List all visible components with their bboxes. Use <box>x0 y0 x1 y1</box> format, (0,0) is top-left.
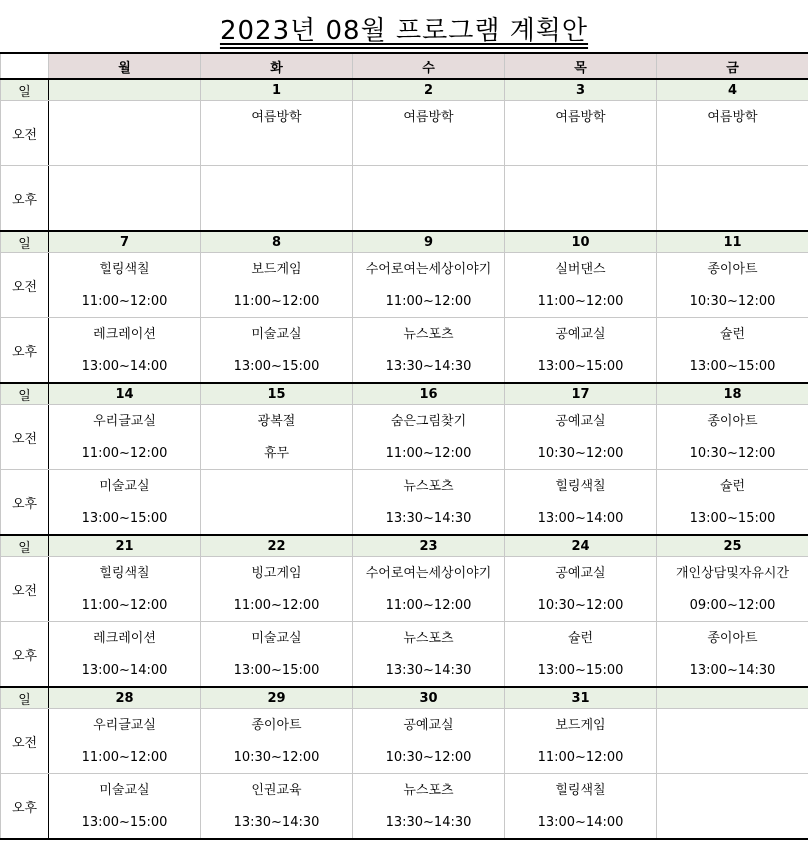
am-row-label: 오전 <box>1 405 49 470</box>
day-row-label: 일 <box>1 687 49 709</box>
activity-time: 13:00~15:00 <box>81 815 168 830</box>
activity-name: 수어로여는세상이야기 <box>365 566 492 581</box>
date-cell: 24 <box>505 535 657 557</box>
program-cell <box>353 557 505 622</box>
weekday-header: 금 <box>657 53 808 79</box>
activity-time: 11:00~12:00 <box>233 598 320 613</box>
activity-name: 종이아트 <box>707 262 758 277</box>
activity-name: 힐링색칠 <box>555 479 606 494</box>
pm-row-label: 오후 <box>1 318 49 384</box>
program-cell <box>505 709 657 774</box>
activity-name: 여름방학 <box>251 110 302 125</box>
date-cell: 3 <box>505 79 657 101</box>
activity-name: 인권교육 <box>251 783 302 798</box>
activity-time <box>201 510 352 528</box>
activity-time <box>657 206 808 224</box>
program-cell <box>201 470 353 536</box>
activity-name: 공예교실 <box>555 566 606 581</box>
activity-time: 휴무 <box>263 446 290 461</box>
program-cell <box>201 318 353 384</box>
activity-name: 빙고게임 <box>251 566 302 581</box>
am-row-label: 오전 <box>1 101 49 166</box>
date-cell: 31 <box>505 687 657 709</box>
program-cell <box>49 622 201 688</box>
pm-row <box>1 622 808 688</box>
pm-row-label: 오후 <box>1 470 49 536</box>
date-row <box>1 231 808 253</box>
program-cell <box>505 318 657 384</box>
program-cell <box>353 318 505 384</box>
activity-name: 슐런 <box>567 631 594 646</box>
activity-time <box>505 206 656 224</box>
program-cell <box>49 101 201 166</box>
date-cell: 9 <box>353 231 505 253</box>
activity-time: 13:00~14:00 <box>537 815 624 830</box>
date-cell: 25 <box>657 535 808 557</box>
activity-time <box>657 749 808 767</box>
activity-time: 09:00~12:00 <box>689 598 776 613</box>
weekday-header: 월 <box>49 53 201 79</box>
am-row <box>1 253 808 318</box>
activity-name <box>353 174 504 192</box>
activity-name: 우리글교실 <box>93 414 156 429</box>
activity-name: 레크레이션 <box>93 631 156 646</box>
activity-name: 미술교실 <box>99 783 150 798</box>
activity-time: 13:00~15:00 <box>689 511 776 526</box>
program-cell <box>657 709 808 774</box>
activity-name: 공예교실 <box>403 718 454 733</box>
activity-name: 보드게임 <box>251 262 302 277</box>
activity-time <box>49 141 200 159</box>
program-cell <box>505 253 657 318</box>
date-cell: 29 <box>201 687 353 709</box>
activity-name: 종이아트 <box>251 718 302 733</box>
program-cell <box>353 101 505 166</box>
pm-row <box>1 470 808 536</box>
activity-name: 뉴스포츠 <box>403 631 454 646</box>
pm-row-label: 오후 <box>1 774 49 840</box>
activity-time: 13:30~14:30 <box>385 359 472 374</box>
activity-time: 13:30~14:30 <box>385 663 472 678</box>
page-title: 2023년 08월 프로그램 계획안 <box>219 16 589 46</box>
program-cell <box>505 774 657 840</box>
activity-name: 여름방학 <box>403 110 454 125</box>
day-row-label: 일 <box>1 79 49 101</box>
activity-time: 13:00~15:00 <box>537 663 624 678</box>
program-cell <box>353 774 505 840</box>
weekday-header: 수 <box>353 53 505 79</box>
pm-row-label: 오후 <box>1 166 49 232</box>
activity-name: 종이아트 <box>707 414 758 429</box>
activity-name: 여름방학 <box>555 110 606 125</box>
activity-name: 슐런 <box>719 479 746 494</box>
date-cell: 4 <box>657 79 808 101</box>
program-cell <box>353 253 505 318</box>
activity-time: 11:00~12:00 <box>81 598 168 613</box>
activity-time: 11:00~12:00 <box>385 446 472 461</box>
activity-time: 11:00~12:00 <box>385 294 472 309</box>
activity-name: 힐링색칠 <box>99 566 150 581</box>
activity-time: 13:30~14:30 <box>385 815 472 830</box>
program-cell <box>201 253 353 318</box>
activity-time: 13:00~14:30 <box>689 663 776 678</box>
pm-row <box>1 318 808 384</box>
program-cell <box>353 166 505 232</box>
activity-time: 13:00~15:00 <box>689 359 776 374</box>
date-cell: 21 <box>49 535 201 557</box>
program-cell <box>201 405 353 470</box>
activity-time: 11:00~12:00 <box>385 598 472 613</box>
activity-time <box>49 206 200 224</box>
program-cell <box>657 557 808 622</box>
activity-time: 13:00~15:00 <box>537 359 624 374</box>
am-row <box>1 709 808 774</box>
program-cell <box>49 166 201 232</box>
activity-name: 여름방학 <box>707 110 758 125</box>
program-cell <box>201 709 353 774</box>
activity-name <box>657 782 808 800</box>
program-cell <box>49 709 201 774</box>
program-cell <box>49 774 201 840</box>
date-row <box>1 79 808 101</box>
program-cell <box>505 557 657 622</box>
program-cell <box>201 774 353 840</box>
program-cell <box>657 318 808 384</box>
activity-time: 13:00~14:00 <box>537 511 624 526</box>
activity-name <box>201 174 352 192</box>
date-cell: 30 <box>353 687 505 709</box>
program-cell <box>353 405 505 470</box>
program-cell <box>657 101 808 166</box>
date-cell: 28 <box>49 687 201 709</box>
activity-name: 미술교실 <box>99 479 150 494</box>
activity-time <box>353 206 504 224</box>
date-cell: 8 <box>201 231 353 253</box>
program-cell <box>505 166 657 232</box>
program-cell <box>657 470 808 536</box>
pm-row-label: 오후 <box>1 622 49 688</box>
activity-name: 슐런 <box>719 327 746 342</box>
activity-time <box>505 141 656 159</box>
date-cell: 16 <box>353 383 505 405</box>
program-cell <box>657 253 808 318</box>
date-cell: 2 <box>353 79 505 101</box>
program-cell <box>657 166 808 232</box>
program-cell <box>201 166 353 232</box>
activity-time: 10:30~12:00 <box>689 446 776 461</box>
am-row-label: 오전 <box>1 253 49 318</box>
am-row <box>1 101 808 166</box>
date-row <box>1 383 808 405</box>
activity-name: 뉴스포츠 <box>403 327 454 342</box>
activity-name <box>657 174 808 192</box>
pm-row <box>1 166 808 232</box>
activity-time: 13:00~15:00 <box>233 663 320 678</box>
program-cell <box>201 557 353 622</box>
activity-time: 11:00~12:00 <box>537 750 624 765</box>
activity-name: 미술교실 <box>251 631 302 646</box>
activity-name: 수어로여는세상이야기 <box>365 262 492 277</box>
activity-time: 13:30~14:30 <box>233 815 320 830</box>
activity-name <box>657 717 808 735</box>
program-calendar <box>0 52 808 840</box>
date-cell: 11 <box>657 231 808 253</box>
activity-time: 13:30~14:30 <box>385 511 472 526</box>
am-row <box>1 405 808 470</box>
activity-name: 숨은그림찾기 <box>390 414 467 429</box>
date-cell: 14 <box>49 383 201 405</box>
program-cell <box>353 622 505 688</box>
activity-name: 힐링색칠 <box>99 262 150 277</box>
activity-name: 레크레이션 <box>93 327 156 342</box>
program-cell <box>657 405 808 470</box>
program-cell <box>49 557 201 622</box>
day-row-label: 일 <box>1 231 49 253</box>
activity-time: 10:30~12:00 <box>537 446 624 461</box>
activity-time: 13:00~14:00 <box>81 663 168 678</box>
activity-time: 11:00~12:00 <box>233 294 320 309</box>
am-row-label: 오전 <box>1 557 49 622</box>
date-cell <box>49 79 201 101</box>
weekday-header-row <box>1 53 808 79</box>
date-cell: 15 <box>201 383 353 405</box>
program-cell <box>505 622 657 688</box>
activity-time: 13:00~15:00 <box>81 511 168 526</box>
program-cell <box>505 470 657 536</box>
program-cell <box>657 774 808 840</box>
activity-name: 미술교실 <box>251 327 302 342</box>
date-cell: 7 <box>49 231 201 253</box>
program-cell <box>657 622 808 688</box>
activity-time: 11:00~12:00 <box>81 294 168 309</box>
date-cell: 18 <box>657 383 808 405</box>
activity-time: 11:00~12:00 <box>81 446 168 461</box>
activity-name: 실버댄스 <box>555 262 606 277</box>
activity-time: 10:30~12:00 <box>385 750 472 765</box>
program-cell <box>505 405 657 470</box>
title-area <box>0 0 808 50</box>
program-cell <box>353 709 505 774</box>
am-row-label: 오전 <box>1 709 49 774</box>
date-row <box>1 687 808 709</box>
header-corner <box>1 53 49 79</box>
day-row-label: 일 <box>1 383 49 405</box>
date-cell: 10 <box>505 231 657 253</box>
activity-name <box>201 478 352 496</box>
activity-name: 힐링색칠 <box>555 783 606 798</box>
activity-time: 13:00~14:00 <box>81 359 168 374</box>
activity-name: 보드게임 <box>555 718 606 733</box>
weekday-header: 화 <box>201 53 353 79</box>
activity-name: 뉴스포츠 <box>403 479 454 494</box>
activity-time: 13:00~15:00 <box>233 359 320 374</box>
activity-time: 11:00~12:00 <box>537 294 624 309</box>
activity-time: 10:30~12:00 <box>233 750 320 765</box>
program-cell <box>49 253 201 318</box>
pm-row <box>1 774 808 840</box>
activity-time <box>201 141 352 159</box>
activity-name: 우리글교실 <box>93 718 156 733</box>
activity-time <box>353 141 504 159</box>
am-row <box>1 557 808 622</box>
date-cell: 22 <box>201 535 353 557</box>
date-cell: 17 <box>505 383 657 405</box>
activity-name: 광복절 <box>257 414 296 429</box>
activity-name: 개인상담및자유시간 <box>675 566 790 581</box>
weekday-header: 목 <box>505 53 657 79</box>
activity-name <box>505 174 656 192</box>
date-cell <box>657 687 808 709</box>
activity-time: 10:30~12:00 <box>689 294 776 309</box>
activity-time <box>657 141 808 159</box>
activity-name <box>49 174 200 192</box>
activity-name: 뉴스포츠 <box>403 783 454 798</box>
activity-name: 공예교실 <box>555 414 606 429</box>
program-cell <box>505 101 657 166</box>
program-cell <box>353 470 505 536</box>
program-cell <box>49 470 201 536</box>
date-cell: 23 <box>353 535 505 557</box>
activity-time <box>657 814 808 832</box>
day-row-label: 일 <box>1 535 49 557</box>
program-cell <box>201 101 353 166</box>
activity-time: 11:00~12:00 <box>81 750 168 765</box>
date-row <box>1 535 808 557</box>
program-cell <box>49 405 201 470</box>
activity-name <box>49 109 200 127</box>
activity-name: 종이아트 <box>707 631 758 646</box>
activity-time <box>201 206 352 224</box>
program-cell <box>49 318 201 384</box>
activity-time: 10:30~12:00 <box>537 598 624 613</box>
date-cell: 1 <box>201 79 353 101</box>
activity-name: 공예교실 <box>555 327 606 342</box>
program-cell <box>201 622 353 688</box>
